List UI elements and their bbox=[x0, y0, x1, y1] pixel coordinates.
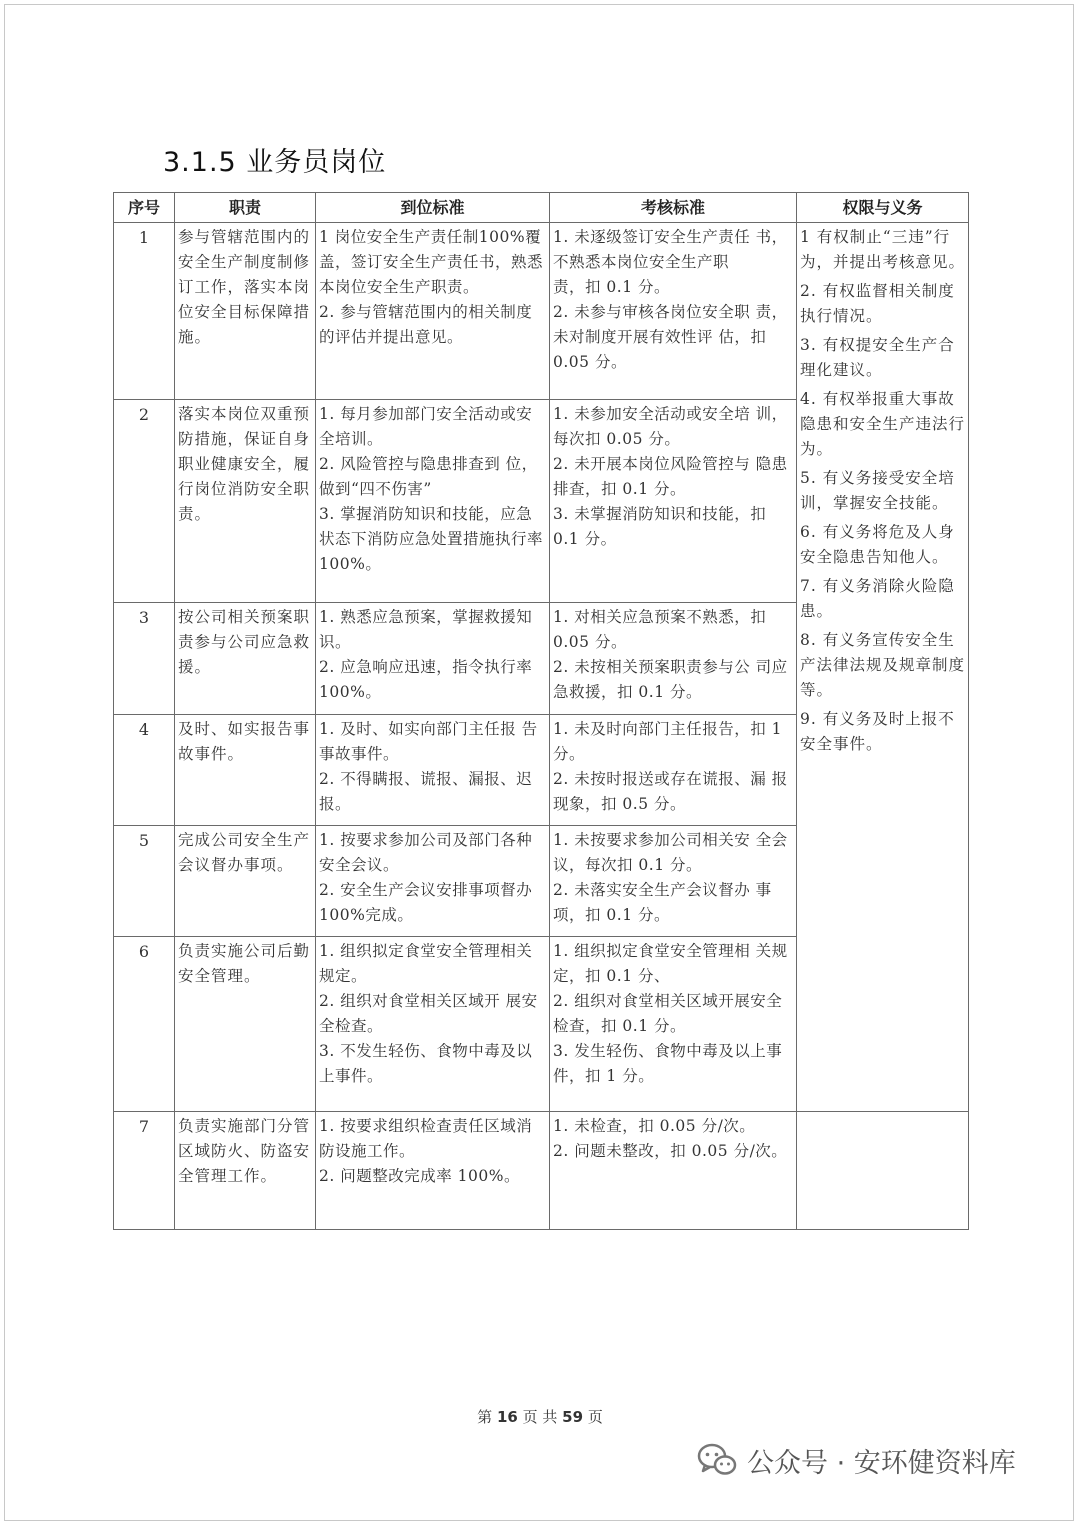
assessment-item: 1. 未检查，扣 0.05 分/次。 bbox=[553, 1117, 756, 1135]
standard-cell bbox=[316, 715, 550, 826]
standard-cell bbox=[316, 223, 550, 400]
row-number: 1 bbox=[114, 223, 175, 400]
assessment-cell bbox=[550, 223, 797, 400]
responsibility-cell: 负责实施公司后勤安全管理。 bbox=[175, 937, 316, 1112]
duty-table bbox=[113, 192, 969, 1230]
standard-cell bbox=[316, 603, 550, 715]
rights-item: 3. 有权提安全生产合理化建议。 bbox=[800, 336, 955, 379]
standard-item: 2. 安全生产会议安排事项督办 100%完成。 bbox=[319, 881, 533, 924]
standard-item: 1. 组织拟定食堂安全管理相关规定。 bbox=[319, 942, 533, 985]
row-number: 7 bbox=[114, 1112, 175, 1230]
responsibility-cell: 参与管辖范围内的安全生产制度制修订工作，落实本岗位安全目标保障措施。 bbox=[175, 223, 316, 400]
watermark bbox=[697, 1438, 1016, 1482]
responsibility-cell: 完成公司安全生产会议督办事项。 bbox=[175, 826, 316, 937]
rights-item: 4. 有权举报重大事故隐患和安全生产违法行为。 bbox=[800, 390, 966, 458]
assessment-item: 2. 未按相关预案职责参与公 司应急救援，扣 0.1 分。 bbox=[553, 658, 788, 701]
rights-cell bbox=[797, 223, 969, 1112]
section-title: 3.1.5 业务员岗位 bbox=[163, 147, 387, 178]
standard-cell bbox=[316, 400, 550, 603]
standard-item: 2. 参与管辖范围内的相关制度的评估并提出意见。 bbox=[319, 303, 533, 346]
row-number: 5 bbox=[114, 826, 175, 937]
current-page-number: 16 bbox=[496, 1408, 518, 1426]
standard-item: 2. 风险管控与隐患排查到 位，做到“四不伤害” bbox=[319, 455, 538, 498]
assessment-cell bbox=[550, 826, 797, 937]
standard-cell bbox=[316, 826, 550, 937]
assessment-item: 2. 未参与审核各岗位安全职 责，未对制度开展有效性评 估，扣 0.05 分。 bbox=[553, 303, 788, 371]
responsibility-cell: 按公司相关预案职责参与公司应急救援。 bbox=[175, 603, 316, 715]
assessment-item: 1. 未参加安全活动或安全培 训，每次扣 0.05 分。 bbox=[553, 405, 788, 448]
assessment-item: 2. 未按时报送或存在谎报、漏 报现象，扣 0.5 分。 bbox=[553, 770, 788, 813]
standard-item: 1. 按要求参加公司及部门各种安全会议。 bbox=[319, 831, 533, 874]
standard-cell bbox=[316, 937, 550, 1112]
footer-prefix: 第 bbox=[477, 1408, 493, 1426]
standard-item: 2. 不得瞒报、谎报、漏报、迟报。 bbox=[319, 770, 533, 813]
rights-item: 1 有权制止“三违”行为，并提出考核意见。 bbox=[800, 228, 966, 271]
assessment-item: 1. 组织拟定食堂安全管理相 关规定，扣 0.1 分、 bbox=[553, 942, 788, 985]
assessment-item: 2. 未开展本岗位风险管控与 隐患排查，扣 0.1 分。 bbox=[553, 455, 788, 498]
standard-cell bbox=[316, 1112, 550, 1230]
responsibility-cell: 负责实施部门分管区域防火、防盗安全管理工作。 bbox=[175, 1112, 316, 1230]
standard-item: 2. 问题整改完成率 100%。 bbox=[319, 1167, 520, 1185]
assessment-cell bbox=[550, 400, 797, 603]
row-number: 2 bbox=[114, 400, 175, 603]
page-footer bbox=[0, 1406, 1080, 1427]
row-number: 6 bbox=[114, 937, 175, 1112]
assessment-cell bbox=[550, 1112, 797, 1230]
watermark-text: 公众号 · 安环健资料库 bbox=[747, 1447, 1016, 1479]
standard-item: 1. 熟悉应急预案，掌握救援知识。 bbox=[319, 608, 533, 651]
rights-item: 6. 有义务将危及人身安全隐患告知他人。 bbox=[800, 523, 955, 566]
header-standard: 到位标准 bbox=[316, 193, 550, 223]
standard-item: 1. 及时、如实向部门主任报 告事故事件。 bbox=[319, 720, 538, 763]
standard-item: 2. 应急响应迅速，指令执行率 100%。 bbox=[319, 658, 533, 701]
standard-item: 1 岗位安全生产责任制100%覆盖，签订安全生产责任书，熟悉本岗位安全生产职责。 bbox=[319, 228, 544, 296]
rights-item: 7. 有义务消除火险隐患。 bbox=[800, 577, 955, 620]
responsibility-cell: 落实本岗位双重预防措施，保证自身职业健康安全，履行岗位消防安全职责。 bbox=[175, 400, 316, 603]
assessment-item: 1. 未逐级签订安全生产责任 书，不熟悉本岗位安全生产职 bbox=[553, 228, 788, 271]
assessment-item: 1. 对相关应急预案不熟悉，扣 0.05 分。 bbox=[553, 608, 767, 651]
assessment-item: 1. 未按要求参加公司相关安 全会议，每次扣 0.1 分。 bbox=[553, 831, 788, 874]
assessment-item: 3. 发生轻伤、食物中毒及以上事件，扣 1 分。 bbox=[553, 1042, 783, 1085]
standard-item: 2. 组织对食堂相关区域开 展安全检查。 bbox=[319, 992, 538, 1035]
standard-item: 1. 每月参加部门安全活动或安全培训。 bbox=[319, 405, 533, 448]
table-row bbox=[114, 1112, 969, 1230]
responsibility-cell: 及时、如实报告事故事件。 bbox=[175, 715, 316, 826]
assessment-cell bbox=[550, 715, 797, 826]
table-header-row bbox=[114, 193, 969, 223]
rights-item: 5. 有义务接受安全培训，掌握安全技能。 bbox=[800, 469, 955, 512]
rights-item: 9. 有义务及时上报不安全事件。 bbox=[800, 710, 955, 753]
row-number: 3 bbox=[114, 603, 175, 715]
assessment-cell bbox=[550, 937, 797, 1112]
footer-mid: 页 共 bbox=[522, 1408, 558, 1426]
row-number: 4 bbox=[114, 715, 175, 826]
rights-cell-empty bbox=[797, 1112, 969, 1230]
assessment-item: 2. 问题未整改，扣 0.05 分/次。 bbox=[553, 1142, 788, 1160]
assessment-item: 2. 组织对食堂相关区域开展安全检查，扣 0.1 分。 bbox=[553, 992, 783, 1035]
assessment-item: 1. 未及时向部门主任报告，扣 1 分。 bbox=[553, 720, 783, 763]
header-responsibility: 职责 bbox=[175, 193, 316, 223]
footer-suffix: 页 bbox=[587, 1408, 603, 1426]
header-rights: 权限与义务 bbox=[797, 193, 969, 223]
total-page-number: 59 bbox=[562, 1408, 584, 1426]
standard-item: 3. 掌握消防知识和技能，应急状态下消防应急处置措施执行率 100%。 bbox=[319, 505, 544, 573]
assessment-item: 2. 未落实安全生产会议督办 事项，扣 0.1 分。 bbox=[553, 881, 772, 924]
standard-item: 3. 不发生轻伤、食物中毒及以上事件。 bbox=[319, 1042, 533, 1085]
header-number: 序号 bbox=[114, 193, 175, 223]
rights-item: 2. 有权监督相关制度执行情况。 bbox=[800, 282, 955, 325]
rights-item: 8. 有义务宣传安全生产法律法规及规章制度等。 bbox=[800, 631, 966, 699]
assessment-item: 3. 未掌握消防知识和技能，扣 0.1 分。 bbox=[553, 505, 767, 548]
assessment-item: 责，扣 0.1 分。 bbox=[553, 278, 671, 296]
wechat-icon bbox=[697, 1443, 737, 1477]
table-row bbox=[114, 223, 969, 400]
header-assessment: 考核标准 bbox=[550, 193, 797, 223]
standard-item: 1. 按要求组织检查责任区域消防设施工作。 bbox=[319, 1117, 533, 1160]
assessment-cell bbox=[550, 603, 797, 715]
